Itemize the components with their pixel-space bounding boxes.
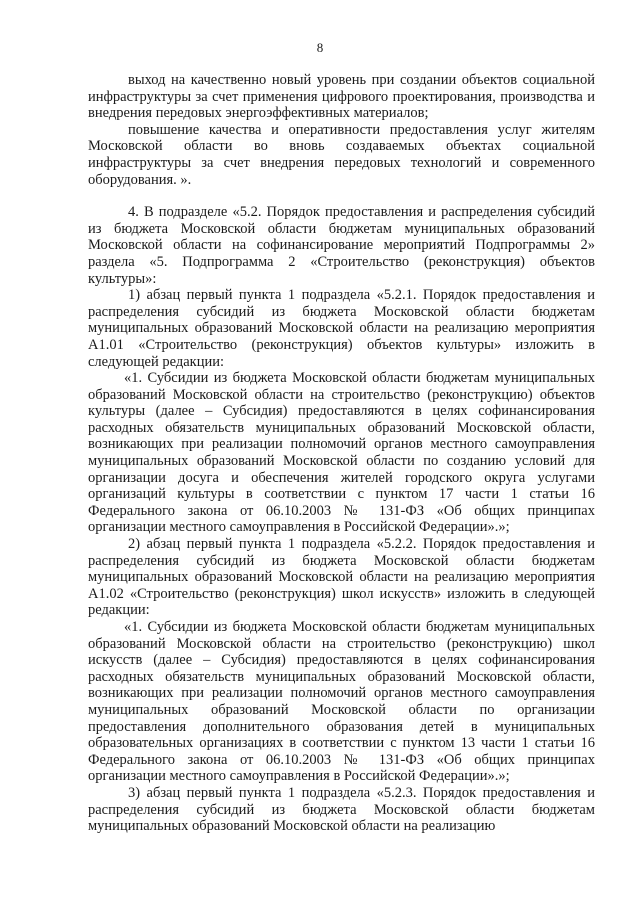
paragraph-subitem-2: 2) абзац первый пункта 1 подраздела «5.2.2. Порядок предоставления и распределения субсидий из бюджета Московской области бюджетам муниципальных образований Московской области на реализацию мероприятия А1.02 «Строительство (реконструкция) школ искусств» изложить в следующей редакции: [88, 536, 595, 619]
paragraph-spacer [88, 188, 595, 204]
paragraph-goal-infrastructure: выход на качественно новый уровень при создании объектов социальной инфраструктуры за счет применения цифрового проектирования, производства и внедрения передовых энергоэффективных материалов; [88, 72, 595, 122]
paragraph-quote-art-schools: «1. Субсидии из бюджета Московской области бюджетам муниципальных образований Московской области на строительство (реконструкцию) школ искусств (далее – Субсидия) предоставляются в целях софинансирования расходных обязательств муниципальных образований Московской области, возникающих при реализации полномочий органов местного самоуправления муниципальных образований Московской области по организации предоставления дополнительного образования детей в муниципальных образовательных организациях в соответствии с пунктом 13 части 1 статьи 16 Федерального закона от 06.10.2003 № 131-ФЗ «Об общих принципах организации местного самоуправления в Российской Федерации».»; [88, 619, 595, 785]
paragraph-subitem-3: 3) абзац первый пункта 1 подраздела «5.2.3. Порядок предоставления и распределения субсидий из бюджета Московской области бюджетам муниципальных образований Московской области на реализацию [88, 784, 595, 835]
page-number: 8 [316, 40, 324, 55]
document-body [88, 72, 595, 835]
paragraph-subitem-1: 1) абзац первый пункта 1 подраздела «5.2.1. Порядок предоставления и распределения субсидий из бюджета Московской области бюджетам муниципальных образований Московской области на реализацию мероприятия А1.01 «Строительство (реконструкция) объектов культуры» изложить в следующей редакции: [88, 287, 595, 370]
paragraph-goal-services: повышение качества и оперативности предоставления услуг жителям Московской области во вновь создаваемых объектах социальной инфраструктуры за счет внедрения передовых технологий и современного оборудования. ». [88, 121, 595, 188]
paragraph-quote-culture: «1. Субсидии из бюджета Московской области бюджетам муниципальных образований Московской области на строительство (реконструкцию) объектов культуры (далее – Субсидия) предоставляются в целях софинансирования расходных обязательств муниципальных образований Московской области, возникающих при реализации полномочий органов местного самоуправления муниципальных образований Московской области по созданию условий для организации досуга и обеспечения жителей городского округа услугами организаций культуры в соответствии с пунктом 17 части 1 статьи 16 Федерального закона от 06.10.2003 № 131-ФЗ «Об общих принципах организации местного самоуправления в Российской Федерации».»; [88, 370, 595, 536]
paragraph-item-4: 4. В подразделе «5.2. Порядок предоставления и распределения субсидий из бюджета Московской области бюджетам муниципальных образований Московской области на софинансирование мероприятий Подпрограммы 2» раздела «5. Подпрограмма 2 «Строительство (реконструкция) объектов культуры»: [88, 204, 595, 287]
